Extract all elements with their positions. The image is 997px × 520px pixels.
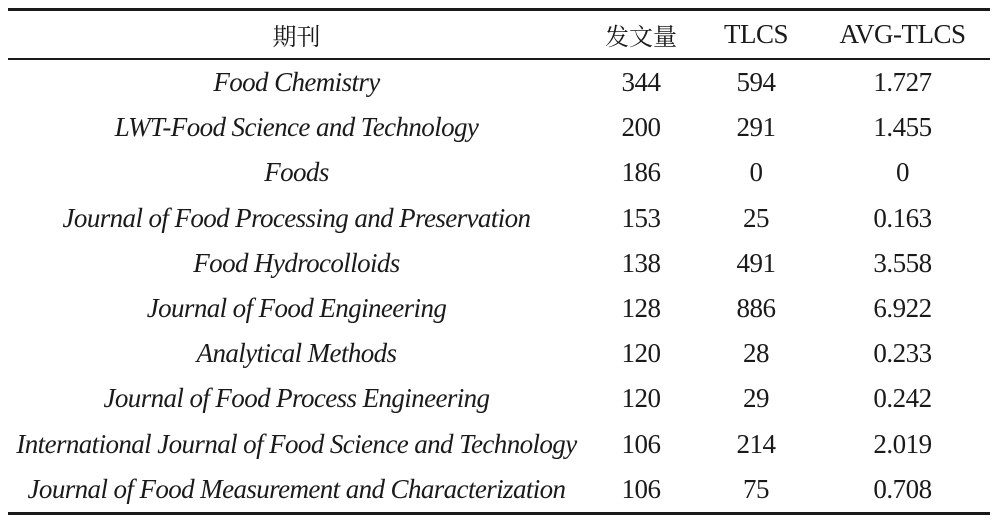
table-row — [8, 150, 990, 195]
header-publication-count: 发文量 — [605, 23, 677, 51]
avg-tlcs-cell: 3.558 — [873, 247, 932, 278]
header-avg-tlcs: AVG-TLCS — [839, 19, 966, 49]
count-cell: 153 — [621, 202, 661, 233]
avg-tlcs-cell: 0.242 — [873, 383, 932, 414]
tlcs-cell: 28 — [743, 338, 769, 369]
avg-tlcs-cell: 0 — [896, 157, 909, 188]
journal-table — [8, 11, 990, 58]
table-row — [8, 60, 990, 105]
tlcs-cell: 886 — [736, 293, 776, 324]
journal-table-body — [8, 60, 990, 512]
table-row — [8, 331, 990, 376]
journal-cell: International Journal of Food Science and Technology — [16, 428, 577, 459]
tlcs-cell: 214 — [736, 428, 776, 459]
count-cell: 200 — [621, 112, 661, 143]
avg-tlcs-cell: 0.163 — [873, 202, 932, 233]
table-row — [8, 422, 990, 467]
journal-cell: LWT-Food Science and Technology — [114, 112, 479, 143]
table-row — [8, 286, 990, 331]
table-row — [8, 196, 990, 241]
journal-cell: Food Hydrocolloids — [193, 247, 400, 278]
count-cell: 128 — [621, 293, 661, 324]
count-cell: 120 — [621, 338, 661, 369]
journal-cell: Foods — [264, 157, 329, 188]
avg-tlcs-cell: 0.233 — [873, 338, 932, 369]
avg-tlcs-cell: 1.727 — [873, 67, 932, 98]
count-cell: 120 — [621, 383, 661, 414]
table-row — [8, 105, 990, 150]
tlcs-cell: 491 — [736, 247, 776, 278]
tlcs-cell: 25 — [743, 202, 769, 233]
journal-cell: Journal of Food Process Engineering — [103, 383, 490, 414]
journal-cell: Journal of Food Engineering — [146, 293, 447, 324]
header-tlcs: TLCS — [723, 19, 788, 49]
header-row — [8, 11, 990, 58]
table-row — [8, 241, 990, 286]
journal-table-container — [8, 8, 990, 515]
journal-cell: Journal of Food Measurement and Characterization — [27, 473, 566, 504]
avg-tlcs-cell: 0.708 — [873, 473, 932, 504]
journal-cell: Analytical Methods — [196, 338, 397, 369]
count-cell: 138 — [621, 247, 661, 278]
avg-tlcs-cell: 2.019 — [873, 428, 932, 459]
tlcs-cell: 291 — [736, 112, 776, 143]
avg-tlcs-cell: 6.922 — [873, 293, 932, 324]
table-row — [8, 467, 990, 512]
tlcs-cell: 0 — [749, 157, 763, 188]
journal-cell: Food Chemistry — [213, 67, 380, 98]
count-cell: 106 — [621, 428, 661, 459]
header-journal: 期刊 — [272, 23, 321, 51]
count-cell: 106 — [621, 473, 661, 504]
tlcs-cell: 75 — [743, 473, 769, 504]
count-cell: 344 — [621, 67, 661, 98]
table-row — [8, 376, 990, 421]
journal-cell: Journal of Food Processing and Preservation — [62, 202, 531, 233]
count-cell: 186 — [621, 157, 661, 188]
avg-tlcs-cell: 1.455 — [873, 112, 932, 143]
bottom-rule — [8, 512, 990, 515]
tlcs-cell: 594 — [736, 67, 776, 98]
tlcs-cell: 29 — [743, 383, 769, 414]
